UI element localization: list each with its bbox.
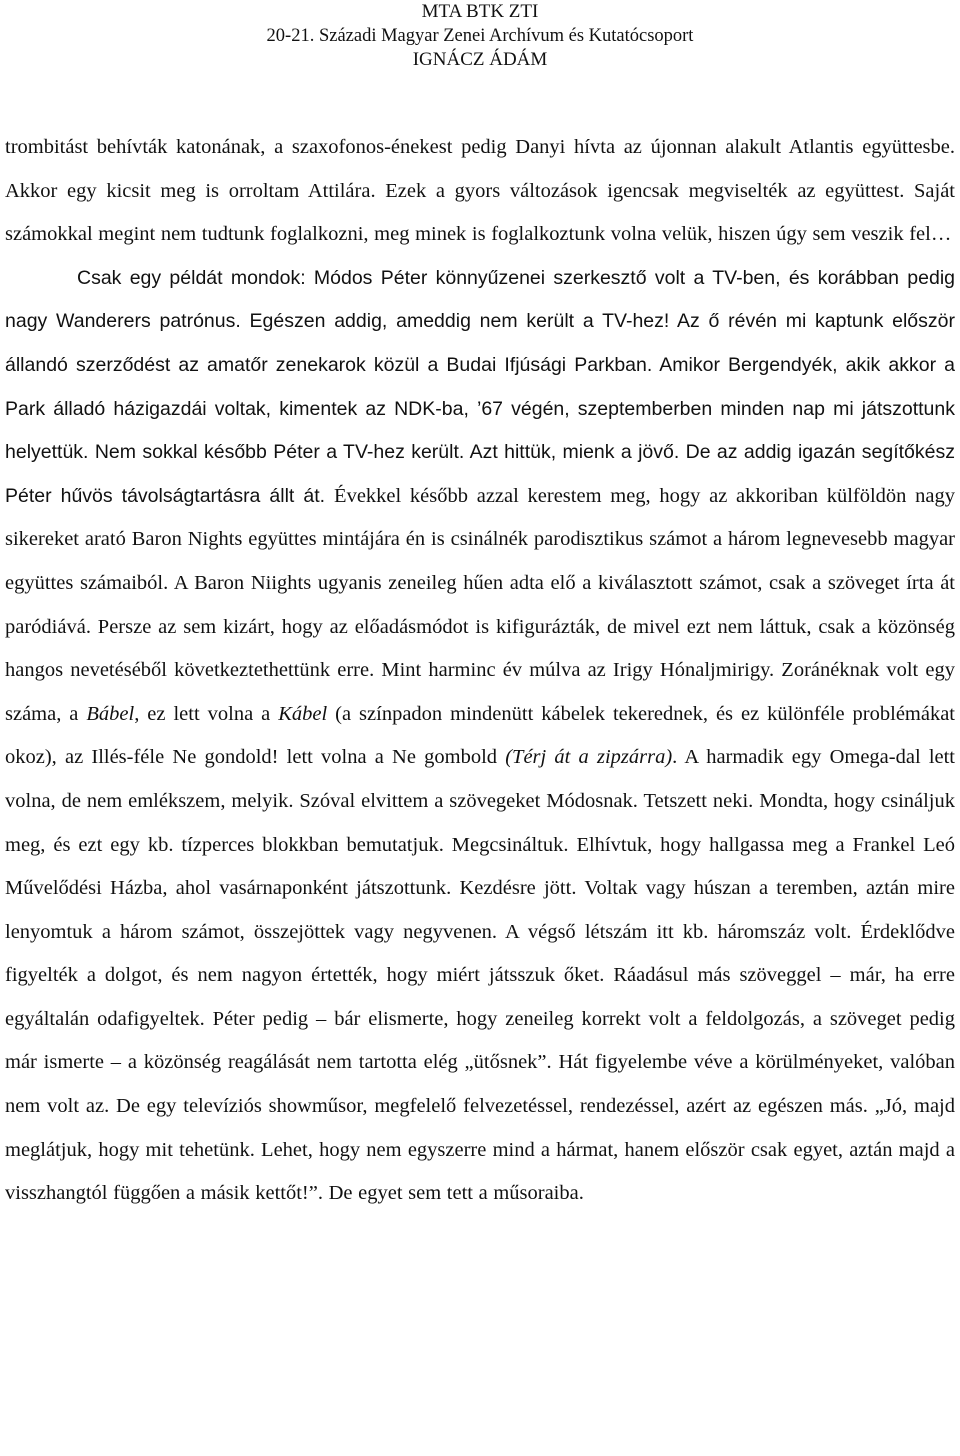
paragraph-1-part-2: Saját számokkal megint nem tudtunk foglalkozni, meg minek is foglalkoztunk volna velük, hiszen úgy sem veszik fel… xyxy=(5,179,955,246)
paragraph-1-part-1: trombitást behívták katonának, a szaxofonos-énekest pedig Danyi hívta az újonnan alakult Atlantis együttesbe. Akkor egy kicsit meg is orroltam Attilára. Ezek a gyors változások igencsak megviselték az együttest. xyxy=(5,136,955,202)
paragraph-2 xyxy=(5,257,955,1216)
paragraph-2-part-5: . A harmadik egy Omega-dal lett volna, de nem emlékszem, melyik. Szóval elvittem a szövegeket Módosnak. Tetszett neki. Mondta, hogy csináljuk meg, és ezt egy kb. tízperces blokkban bemutatjuk. Megcsináltuk. Elhívtuk, hogy hallgassa meg a Frankel Leó Művelődési Házba, ahol vasárnaponként játszottunk. Kezdésre jött. Voltak vagy húszan a teremben, aztán mire lenyomtuk a három számot, összejöttek vagy negyvenen. A végső létszám itt kb. háromszáz volt. Érdeklődve figyelték a dolgot, és nem nagyon értették, hogy miért játsszuk őket. Ráadásul más szöveggel – már, ha erre egyáltalán odafigyeltek. Péter pedig – bár elismerte, hogy zeneileg korrekt volt a feldolgozás, a szöveget pedig már ismerte – a közönség reagálását nem tartotta elég „ütősnek”. Hát figyelembe véve a körülményeket, valóban nem volt az. De egy televíziós showműsor, megfelelő felvezetéssel, rendezéssel, azért az egészen más. „Jó, majd meglátjuk, hogy mit tehetünk. Lehet, hogy nem egyszerre mind a hármat, hanem először csak egyet, aztán majd a visszhangtól függően a másik kettőt!”. De egyet sem tett a műsoraiba. xyxy=(5,746,956,1205)
header-institution: MTA BTK ZTI xyxy=(421,1,539,22)
song-title-babel: Bábel xyxy=(86,702,135,725)
paragraph-2-part-4: (a színpadon mindenütt kábelek tekerednek, és ez különféle problémákat okoz), az Illés-féle Ne gondold! lett volna a Ne gombold xyxy=(5,702,956,769)
paragraph-2-part-3: , ez lett volna a xyxy=(134,702,279,725)
header-archive-name: 20-21. Századi Magyar Zenei Archívum és Kutatócsoport xyxy=(266,26,694,46)
document-body xyxy=(5,126,955,1216)
paragraph-2-part-1: Csak egy példát mondok: Módos Péter könnyűzenei szerkesztő volt a TV-ben, és korábban pedig nagy Wanderers patrónus. Egészen addig, ameddig nem került a TV-hez! Az ő révén mi kaptunk először állandó szerződést az amatőr zenekarok közül a Budai Ifjúsági Parkban. Amikor Bergendyék, akik akkor a Park álladó házigazdái voltak, kimentek az NDK-ba, ’67 végén, szeptemberben minden nap mi játszottunk helyettük. Nem sokkal később Péter a TV-hez került. Azt hittük, mienk a jövő. De az addig igazán segítőkész Péter hűvös távolságtartásra állt át. xyxy=(5,266,955,507)
header-author: IGNÁCZ ÁDÁM xyxy=(412,49,548,70)
page-header xyxy=(0,0,960,72)
paragraph-2-part-2: Évekkel később azzal kerestem meg, hogy az akkoriban külföldön nagy sikereket arató Baron Nights együttes mintájára én is csinálnék parodisztikus számot a három legnevesebb magyar együttes számaiból. A Baron Niights ugyanis zeneileg hűen adta elő a kiválasztott számot, csak a szöveget írta át paródiává. Persze az sem kizárt, hogy az előadásmódot is kifigurázták, de mivel ezt nem láttuk, csak a közönség hangos nevetéséből következtethettünk erre. Mint harminc év múlva az Irigy Hónaljmirigy. Zoránéknak volt egy száma, a xyxy=(5,484,955,725)
song-title-kabel: Kábel xyxy=(278,702,328,725)
paragraph-1 xyxy=(5,126,955,257)
song-title-zipzar: (Térj át a zipzárra) xyxy=(505,746,673,769)
